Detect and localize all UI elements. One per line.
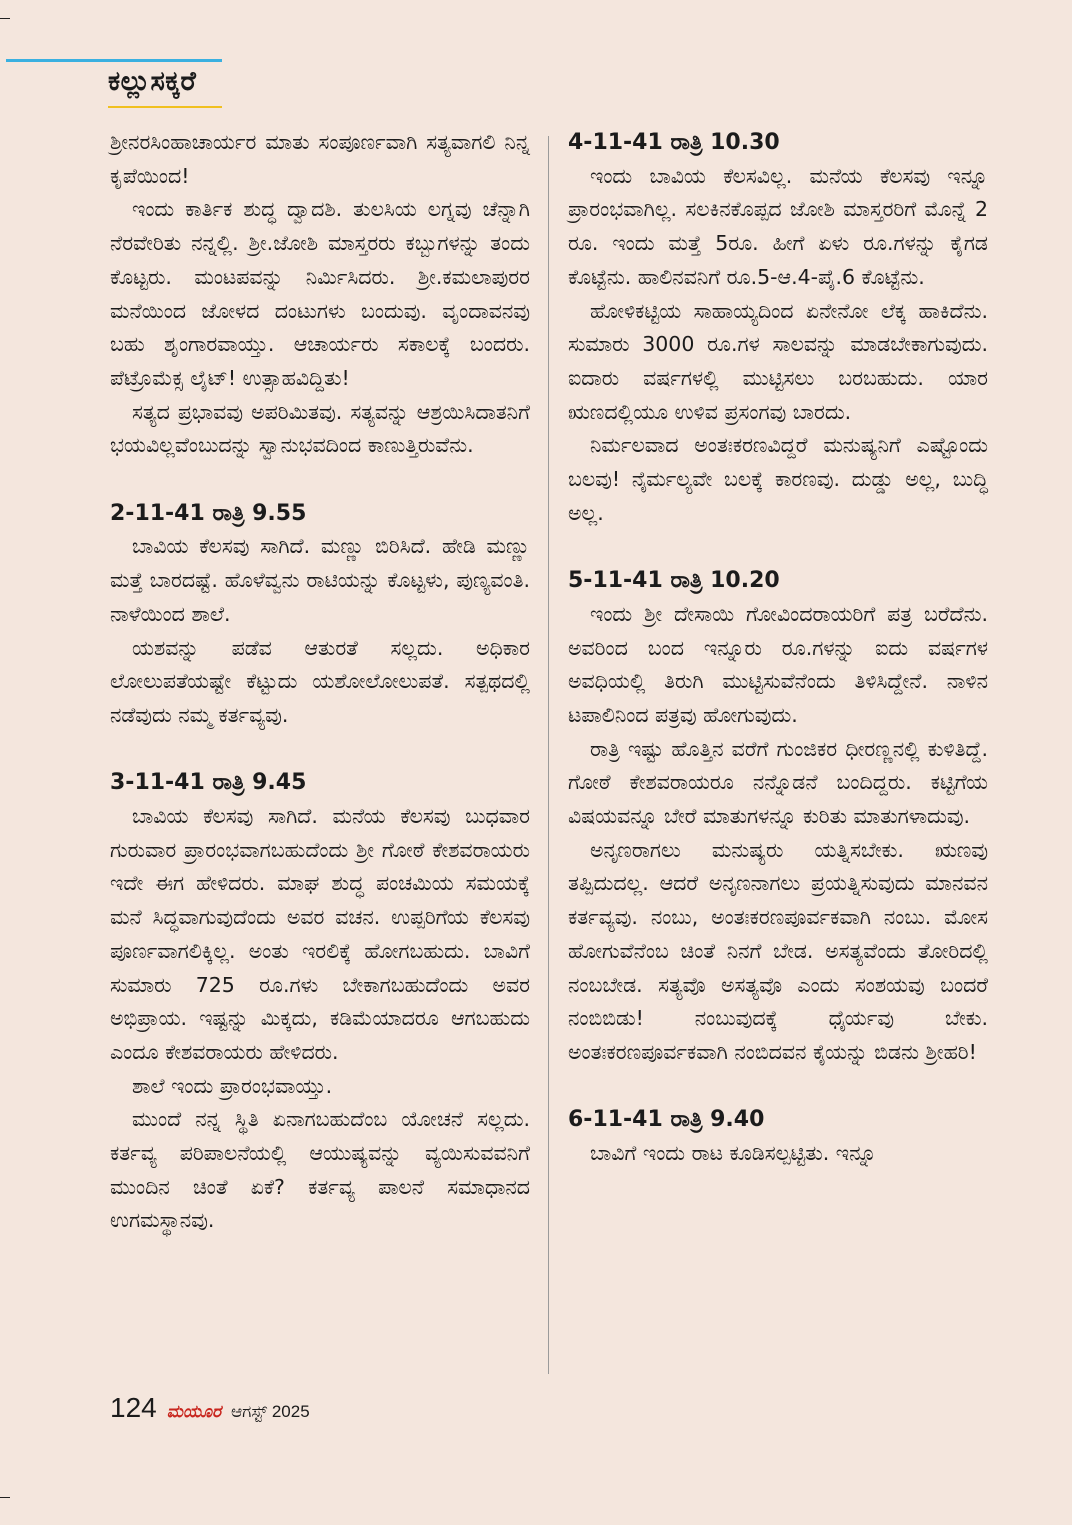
entry-gap (110, 733, 530, 767)
body-paragraph: ರಾತ್ರಿ ಇಷ್ಟು ಹೊತ್ತಿನ ವರೆಗೆ ಗುಂಜಿಕರ ಧೀರಣ್ಣನಲ್ಲಿ ಕುಳಿತಿದ್ದೆ. ಗೋಠೆ ಕೇಶವರಾಯರೂ ನನ್ನೊಡನೆ ಬಂದಿದ್ದರು. ಕಟ್ಟಿಗೆಯ ವಿಷಯವನ್ನೂ ಬೇರೆ ಮಾತುಗಳನ್ನೂ ಕುರಿತು ಮಾತುಗಳಾದುವು. (568, 736, 988, 829)
body-paragraph: ನಿರ್ಮಲವಾದ ಅಂತಃಕರಣವಿದ್ದರೆ ಮನುಷ್ಯನಿಗೆ ಎಷ್ಟೊಂದು ಬಲವು! ನೈರ್ಮಲ್ಯವೇ ಬಲಕ್ಕೆ ಕಾರಣವು. ದುಡ್ಡು ಅಲ್ಲ, ಬುದ್ಧಿ ಅಲ್ಲ. (568, 433, 988, 525)
body-paragraph: ಯಶವನ್ನು ಪಡೆವ ಆತುರತೆ ಸಲ್ಲದು. ಅಧಿಕಾರ ಲೋಲುಪತೆಯಷ್ಟೇ ಕೆಟ್ಟುದು ಯಶೋಲೋಲುಪತೆ. ಸತ್ಪಥದಲ್ಲಿ ನಡೆವುದು ನಮ್ಮ ಕರ್ತವ್ಯವು. (110, 635, 530, 727)
body-paragraph: ಸತ್ಯದ ಪ್ರಭಾವವು ಅಪರಿಮಿತವು. ಸತ್ಯವನ್ನು ಆಶ್ರಯಿಸಿದಾತನಿಗೆ ಭಯವಿಲ್ಲವೆಂಬುದನ್ನು ಸ್ವಾನುಭವದಿಂದ ಕಾಣುತ್ತಿರುವೆನು. (110, 399, 530, 458)
diary-entry-date: 6-11-41 ರಾತ್ರಿ 9.40 (568, 1107, 765, 1133)
body-paragraph: ಬಾವಿಗೆ ಇಂದು ರಾಟ ಕೂಡಿಸಲ್ಪಟ್ಟಿತು. ಇನ್ನೂ (590, 1141, 877, 1166)
body-paragraph: ಶಾಲೆ ಇಂದು ಪ್ರಾರಂಭವಾಯ್ತು. (132, 1073, 333, 1098)
body-paragraph: ಬಾವಿಯ ಕೆಲಸವು ಸಾಗಿದೆ. ಮನೆಯ ಕೆಲಸವು ಬುಧವಾರ ಗುರುವಾರ ಪ್ರಾರಂಭವಾಗಬಹುದೆಂದು ಶ್ರೀ ಗೋಠೆ ಕೇಶವರಾಯರು ಇದೇ ಈಗ ಹೇಳಿದರು. ಮಾಘ ಶುದ್ಧ ಪಂಚಮಿಯ ಸಮಯಕ್ಕೆ ಮನೆ ಸಿದ್ಧವಾಗುವುದೆಂದು ಅವರ ವಚನ. ಉಪ್ಪರಿಗೆಯ ಕೆಲಸವು ಪೂರ್ಣವಾಗಲಿಕ್ಕಿಲ್ಲ. ಅಂತು ಇರಲಿಕ್ಕೆ ಹೋಗಬಹುದು. ಬಾವಿಗೆ ಸುಮಾರು 725 ರೂ.ಗಳು ಬೇಕಾಗಬಹುದೆಂದು ಅವರ ಅಭಿಪ್ರಾಯ. ಇಷ್ಟನ್ನು ಮಿಕ್ಕದು, ಕಡಿಮೆಯಾದರೂ ಆಗಬಹುದು ಎಂದೂ ಕೇಶವರಾಯರು ಹೇಳಿದರು. (110, 804, 530, 1064)
entry-gap (568, 1070, 988, 1104)
left-column (110, 126, 530, 1238)
page-footer (110, 1392, 310, 1424)
header-underline (108, 106, 222, 108)
diary-entry-date: 4-11-41 ರಾತ್ರಿ 10.30 (568, 130, 780, 155)
diary-entry-date: 5-11-41 ರಾತ್ರಿ 10.20 (568, 568, 780, 594)
body-paragraph: ಮುಂದೆ ನನ್ನ ಸ್ಥಿತಿ ಏನಾಗಬಹುದೆಂಬ ಯೋಚನೆ ಸಲ್ಲದು. ಕರ್ತವ್ಯ ಪರಿಪಾಲನೆಯಲ್ಲಿ ಆಯುಷ್ಯವನ್ನು ವ್ಯಯಿಸುವವನಿಗೆ ಮುಂದಿನ ಚಿಂತೆ ಏಕೆ? ಕರ್ತವ್ಯ ಪಾಲನೆ ಸಮಾಧಾನದ ಉಗಮಸ್ಥಾನವು. (110, 1107, 530, 1233)
body-paragraph: ಬಾವಿಯ ಕೆಲಸವು ಸಾಗಿದೆ. ಮಣ್ಣು ಬಿರಿಸಿದೆ. ಹೇಡಿ ಮಣ್ಣು ಮತ್ತೆ ಬಾರದಷ್ಟೆ. ಹೊಳೆವ್ವನು ರಾಟಿಯನ್ನು ಕೊಟ್ಟಳು, ಪುಣ್ಯವಂತಿ. ನಾಳೆಯಿಂದ ಶಾಲೆ. (110, 534, 530, 626)
entry-gap (110, 463, 530, 497)
column-divider (548, 136, 549, 1374)
body-paragraph: ಇಂದು ಕಾರ್ತಿಕ ಶುದ್ಧ ದ್ವಾದಶಿ. ತುಲಸಿಯ ಲಗ್ನವು ಚೆನ್ನಾಗಿ ನೆರವೇರಿತು ನನ್ನಲ್ಲಿ. ಶ್ರೀ.ಜೋಶಿ ಮಾಸ್ತರರು ಕಬ್ಬುಗಳನ್ನು ತಂದು ಕೊಟ್ಟರು. ಮಂಟಪವನ್ನು ನಿರ್ಮಿಸಿದರು. ಶ್ರೀ.ಕಮಲಾಪುರರ ಮನೆಯಿಂದ ಜೋಳದ ದಂಟುಗಳು ಬಂದುವು. ವೃಂದಾವನವು ಬಹು ಶೃಂಗಾರವಾಯ್ತು. ಆಚಾರ್ಯರು ಸಕಾಲಕ್ಕೆ ಬಂದರು. ಪೆಟ್ರೊಮೆಕ್ಸ ಲೈಟ್! ಉತ್ಸಾಹವಿದ್ದಿತು! (110, 197, 530, 390)
diary-entry-date: 3-11-41 ರಾತ್ರಿ 9.45 (110, 770, 307, 796)
body-paragraph: ಇಂದು ಬಾವಿಯ ಕೆಲಸವಿಲ್ಲ. ಮನೆಯ ಕೆಲಸವು ಇನ್ನೂ ಪ್ರಾರಂಭವಾಗಿಲ್ಲ. ಸಲಕಿನಕೊಪ್ಪದ ಜೋಶಿ ಮಾಸ್ತರರಿಗೆ ಮೊನ್ನೆ 2 ರೂ. ಇಂದು ಮತ್ತೆ 5ರೂ. ಹೀಗೆ ಏಳು ರೂ.ಗಳನ್ನು ಕೈಗಡ ಕೊಟ್ಟೆನು. ಹಾಲಿನವನಿಗೆ ರೂ.5-ಆ.4-ಪೈ.6 ಕೊಟ್ಟೆನು. (568, 163, 988, 289)
right-column (568, 126, 988, 1171)
entry-gap (568, 530, 988, 564)
body-paragraph: ಶ್ರೀನರಸಿಂಹಾಚಾರ್ಯರ ಮಾತು ಸಂಪೂರ್ಣವಾಗಿ ಸತ್ಯವಾಗಲಿ ನಿನ್ನ ಕೃಪೆಯಿಂದ! (110, 130, 530, 188)
issue-date: ಆಗಸ್ಟ್ 2025 (230, 1402, 310, 1421)
page-number: 124 (110, 1392, 157, 1423)
body-paragraph: ಅನೃಣರಾಗಲು ಮನುಷ್ಯರು ಯತ್ನಿಸಬೇಕು. ಋಣವು ತಪ್ಪಿದುದಲ್ಲ. ಆದರೆ ಅನೃಣನಾಗಲು ಪ್ರಯತ್ನಿಸುವುದು ಮಾನವನ ಕರ್ತವ್ಯವು. ನಂಬು, ಅಂತಃಕರಣಪೂರ್ವಕವಾಗಿ ನಂಬು. ಮೋಸ ಹೋಗುವೆನೆಂಬ ಚಿಂತೆ ನಿನಗೆ ಬೇಡ. ಅಸತ್ಯವೆಂದು ತೋರಿದಲ್ಲಿ ನಂಬಬೇಡ. ಸತ್ಯವೊ ಅಸತ್ಯವೊ ಎಂದು ಸಂಶಯವು ಬಂದರೆ ನಂಬಿಬಿಡು! ನಂಬುವುದಕ್ಕೆ ಧೈರ್ಯವು ಬೇಕು. ಅಂತಃಕರಣಪೂರ್ವಕವಾಗಿ ನಂಬಿದವನ ಕೈಯನ್ನು ಬಿಡನು ಶ್ರೀಹರಿ! (568, 837, 988, 1064)
crop-mark (0, 18, 10, 19)
header-rule (6, 59, 222, 62)
body-paragraph: ಹೋಳಿಕಟ್ಟಿಯ ಸಾಹಾಯ್ಯದಿಂದ ಏನೇನೋ ಲೆಕ್ಕ ಹಾಕಿದೆನು. ಸುಮಾರು 3000 ರೂ.ಗಳ ಸಾಲವನ್ನು ಮಾಡಬೇಕಾಗುವುದು. ಐದಾರು ವರ್ಷಗಳಲ್ಲಿ ಮುಟ್ಟಿಸಲು ಬರಬಹುದು. ಯಾರ ಋಣದಲ್ಲಿಯೂ ಉಳಿವ ಪ್ರಸಂಗವು ಬಾರದು. (568, 298, 988, 424)
magazine-logo: ಮಯೂರ (166, 1402, 221, 1422)
crop-mark (0, 1497, 10, 1498)
section-title: ಕಲ್ಲುಸಕ್ಕರೆ (108, 66, 197, 97)
body-paragraph: ಇಂದು ಶ್ರೀ ದೇಸಾಯಿ ಗೋವಿಂದರಾಯರಿಗೆ ಪತ್ರ ಬರೆದೆನು. ಅವರಿಂದ ಬಂದ ಇನ್ನೂರು ರೂ.ಗಳನ್ನು ಐದು ವರ್ಷಗಳ ಅವಧಿಯಲ್ಲಿ ತಿರುಗಿ ಮುಟ್ಟಿಸುವೆನೆಂದು ತಿಳಿಸಿದ್ದೇನೆ. ನಾಳಿನ ಟಪಾಲಿನಿಂದ ಪತ್ರವು ಹೋಗುವುದು. (568, 601, 988, 727)
diary-entry-date: 2-11-41 ರಾತ್ರಿ 9.55 (110, 500, 307, 526)
